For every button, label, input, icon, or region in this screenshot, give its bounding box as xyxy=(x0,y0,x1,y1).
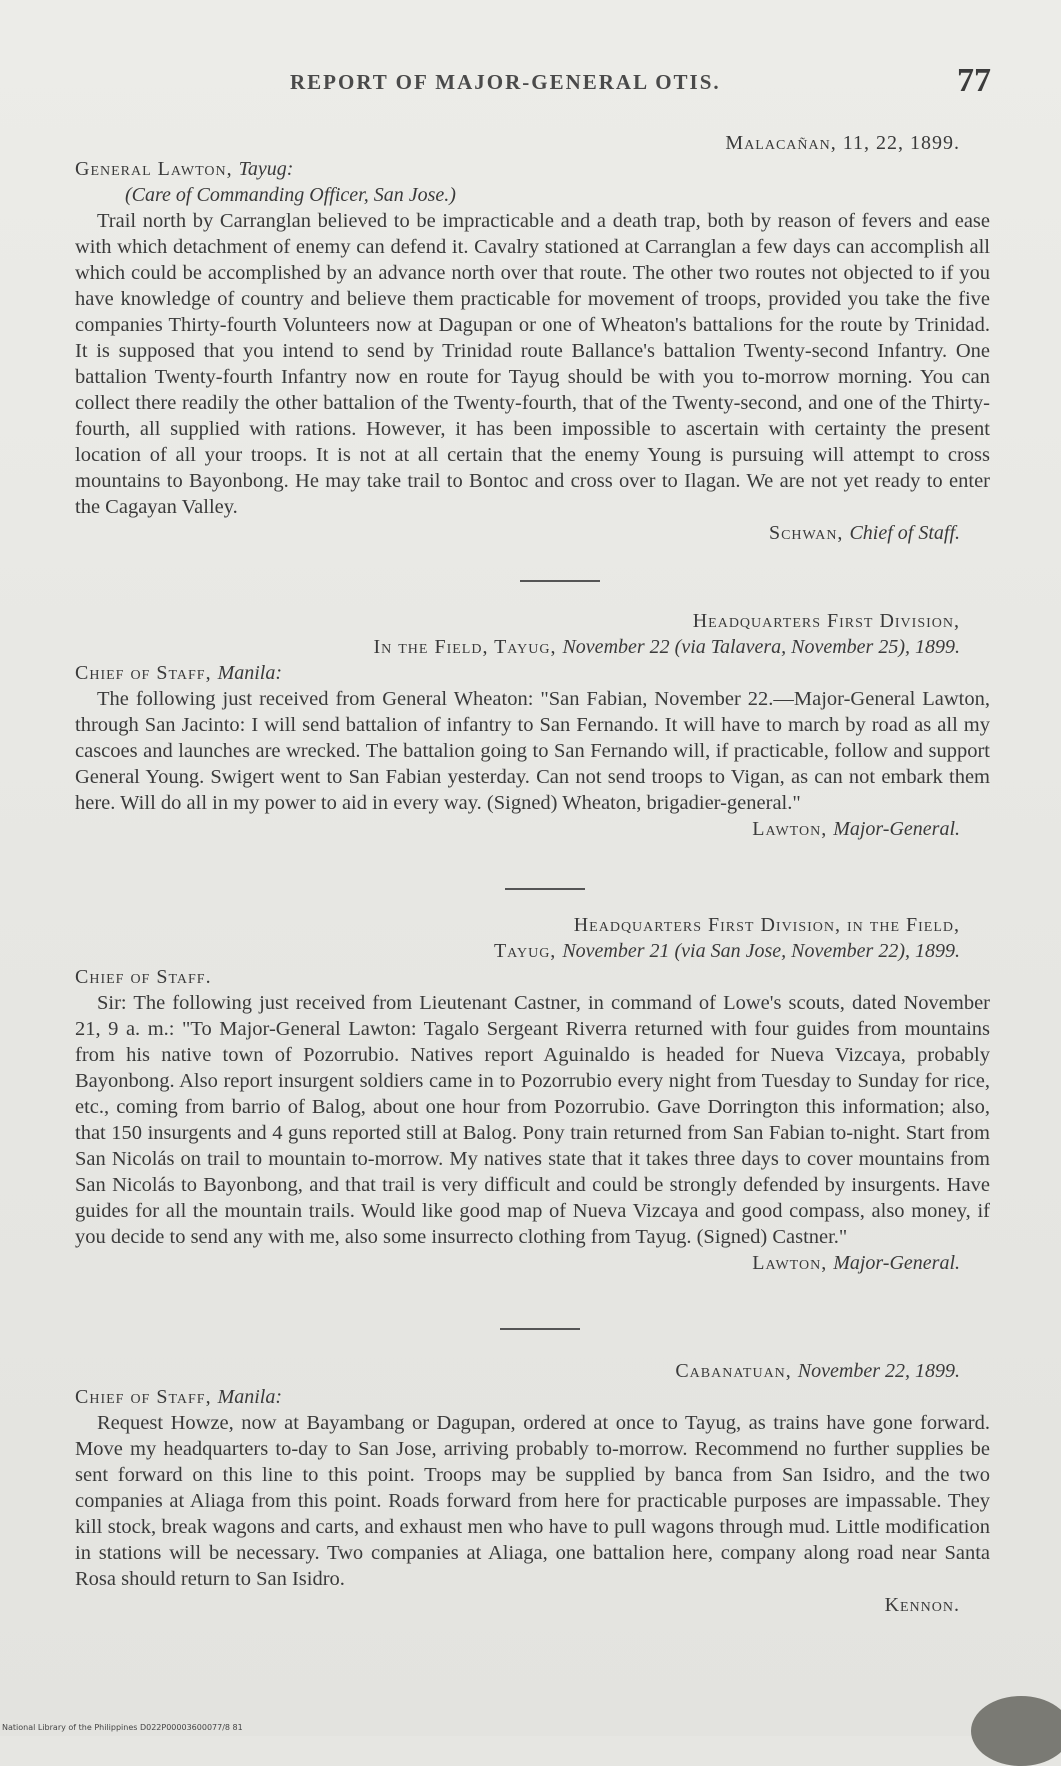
telegram-4-body: Request Howze, now at Bayambang or Dagupan, ordered at once to Tayug, as trains have gone forward. Move my headquarters to-day to San Jose, arriving probably to-morrow. Recommend no further supplies be sent forward on this line to this point. Troops may be supplied by banca from San Isidro, and the two companies at Aliaga from this point. Roads forward from here for practicable purposes are impassable. They kill stock, break wagons and carts, and exhaust men who have to pull wagons through mud. Little modification in stations will be necessary. Two companies at Aliaga, one battalion here, company along road near Santa Rosa should return to San Isidro. xyxy=(75,1412,990,1590)
scan-thumb-shadow xyxy=(971,1696,1061,1766)
telegram-2-address: Chief of Staff, Manila: xyxy=(75,662,283,684)
telegram-4-dateline: Cabanatuan, November 22, 1899. xyxy=(675,1360,960,1382)
telegram-2-dateline-2: In the Field, Tayug, November 22 (via Talavera, November 25), 1899. xyxy=(373,636,960,658)
telegram-3-signature: Lawton, Major-General. xyxy=(752,1252,960,1274)
telegram-3-address: Chief of Staff. xyxy=(75,966,212,988)
section-divider xyxy=(500,1328,580,1330)
telegram-3 xyxy=(75,912,990,1276)
telegram-4-signature: Kennon. xyxy=(884,1594,960,1616)
telegram-1-address-care: (Care of Commanding Officer, San Jose.) xyxy=(125,184,456,206)
telegram-2-dateline-1: Headquarters First Division, xyxy=(692,610,960,632)
section-divider xyxy=(505,888,585,890)
telegram-1-signature: Schwan, Chief of Staff. xyxy=(768,522,960,544)
scan-footer: National Library of the Philippines D022P00003600077/8 81 xyxy=(2,1723,243,1732)
page-number: 77 xyxy=(957,62,991,99)
telegram-4 xyxy=(75,1358,990,1618)
section-divider xyxy=(520,580,600,582)
telegram-3-dateline-2: Tayug, November 21 (via San Jose, November 22), 1899. xyxy=(493,940,960,962)
telegram-1-dateline: Malacañan, 11, 22, 1899. xyxy=(725,132,960,154)
telegram-1-body: Trail north by Carranglan believed to be impracticable and a death trap, both by reason of fevers and ease with which detachment of enemy can defend it. Cavalry stationed at Carranglan a few days can accomplish all which could be accomplished by an advance north over that route. The other two routes not objected to if you have knowledge of country and believe them practicable for movement of troops, provided you take the five companies Thirty-fourth Volunteers now at Dagupan or one of Wheaton's battalions for the route by Trinidad. It is supposed that you intend to send by Trinidad route Ballance's battalion Twenty-second Infantry. One battalion Twenty-fourth Infantry now en route for Tayug should be with you to-morrow morning. You can collect there readily the other battalion of the Twenty-fourth, that of the Twenty-second, and one of the Thirty-fourth, all supplied with rations. However, it has been impossible to ascertain with certainty the present location of all your troops. It is not at all certain that the enemy Young is pursuing will attempt to cross mountains to Bayonbong. He may take trail to Bontoc and cross over to Ilagan. We are not yet ready to enter the Cagayan Valley. xyxy=(75,210,990,518)
running-header: REPORT OF MAJOR-GENERAL OTIS. xyxy=(290,70,721,94)
telegram-3-body: Sir: The following just received from Lieutenant Castner, in command of Lowe's scouts, dated November 21, 9 a. m.: "To Major-General Lawton: Tagalo Sergeant Riverra returned with four guides from mountains from his native town of Pozorrubio. Natives report Aguinaldo is headed for Nueva Vizcaya, probably Bayonbong. Also report insurgent soldiers came in to Pozorrubio every night from Tuesday to Sunday for rice, etc., coming from barrio of Balog, about one hour from Pozorrubio. Gave Dorrington this information; also, that 150 insurgents and 4 guns reported still at Balog. Pony train returned from San Fabian to-night. Start from San Nicolás on trail to mountain to-morrow. My natives state that it takes three days to cover mountains from San Nicolás to Bayonbong, and that trail is very difficult and could be strongly defended by insurgents. Have guides for all the mountain trails. Would like good map of Nueva Vizcaya and good compass, also money, if you decide to send any with me, also some insurrecto clothing from Tayug. (Signed) Castner." xyxy=(75,992,990,1248)
telegram-4-address: Chief of Staff, Manila: xyxy=(75,1386,283,1408)
telegram-1 xyxy=(75,130,990,546)
telegram-2-signature: Lawton, Major-General. xyxy=(752,818,960,840)
telegram-2-body: The following just received from General Wheaton: "San Fabian, November 22.—Major-General Lawton, through San Jacinto: I will send battalion of infantry to San Fernando. It will have to march by road as all my cascoes and launches are wrecked. The battalion going to San Fernando will, if practicable, follow and support General Young. Swigert went to San Fabian yesterday. Can not send troops to Vigan, as can not embark them here. Will do all in my power to aid in every way. (Signed) Wheaton, brigadier-general." xyxy=(75,688,990,814)
telegram-3-dateline-1: Headquarters First Division, in the Field, xyxy=(573,914,960,936)
telegram-2 xyxy=(75,608,990,842)
telegram-1-address: General Lawton, Tayug: xyxy=(75,158,294,180)
